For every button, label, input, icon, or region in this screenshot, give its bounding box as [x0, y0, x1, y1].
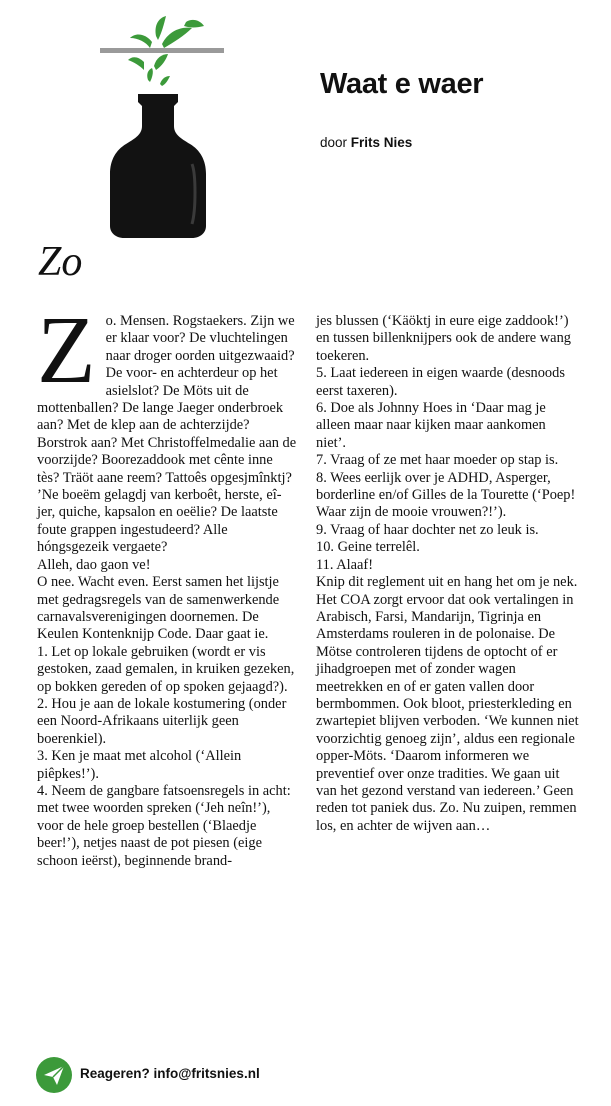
paragraph-closing: Knip dit reglement uit en hang het om je nek. Het COA zorgt ervoor dat ook vertalingen in Arabisch, Farsi, Mandarijn, Tigrinja en Amsterdams rouleren in de polonaise. De Mötse controleren tijdens de optocht of er jihadgroepen met of zonder wagen meetrekken en of er gaten vallen door bermbommen. Ook bloot, priesterkleding en zwartepiet blijven verboden. ‘We kunnen niet voorzichtig genoeg zijn’, aldus een regionale opper-Möts. ‘Daarom informeren we preventief over onze tradities. We gaan uit van het gezond verstand van iedereen.’ Geen reden tot paniek dus. Zo. Nu zuipen, remmen los, en achter de wijven aan…	[316, 574, 579, 834]
rule-item: 2. Hou je aan de lokale kostumering (onder een Noord-Afrikaans uiterlijk geen boerenkiel).	[37, 695, 287, 747]
byline	[320, 135, 412, 150]
rule-item: 9. Vraag of haar dochter net zo leuk is.	[316, 521, 539, 538]
paragraph-intro: o. Mensen. Rogstaekers. Zijn we er klaar voor? De vluchtelingen naar droger oorden uitgezwaaid? De voor- en achterdeur op het asielslot? De Möts uit de mottenballen? De lange Jaeger onderbroek aan? Met de klep aan de achterzijde? Borstrok aan? Met Christoffelmedalie aan de voorzijde? Boorezaddook met cênte inne tès? Träöt aane reem? Tattoês opgesjmînktj? ’Ne boeëm gelagdj van kerboêt, herste, eî-jer, quiche, kapsalon en oeëlie? De laatste foute grappen ingestudeerd? Alle hóngsgezeik vergaete?	[37, 313, 297, 556]
rule-item: 8. Wees eerlijk over je ADHD, Asperger, borderline en/of Gilles de la Tourette (‘Poep! Waar zijn de mooie vrouwen?!’).	[316, 469, 576, 521]
shelf-line	[100, 48, 224, 53]
paragraph: Alleh, dao gaon ve!	[37, 556, 151, 573]
column-title: Waat e waer	[320, 68, 484, 100]
rule-item: 10. Geine terrelêl.	[316, 539, 420, 556]
rule-item: 4. Neem de gangbare fatsoensregels in acht: met twee woorden spreken (‘Jeh neîn!’), voor de hele groep bestellen (‘Blaedje beer!’), netjes naast de pot piesen (eige schoon ieërst), beginnende brand-	[37, 782, 291, 869]
rule-item: 5. Laat iedereen in eigen waarde (desnoods eerst taxeren).	[316, 365, 565, 399]
drop-cap: Z	[37, 296, 96, 403]
article-title: Zo	[38, 239, 83, 285]
paragraph: jes blussen (‘Käöktj in eure eige zaddook!’) en tussen billenknijpers ook de andere wang toekeren.	[316, 313, 571, 364]
rule-item: 1. Let op lokale gebruiken (wordt er vis gestoken, zaad gemalen, in kruiken gezeken, op bokken gereden of op spoken gejaagd?).	[37, 643, 295, 695]
article-column-right	[316, 313, 579, 835]
bottle-logo	[96, 14, 226, 238]
paragraph: O nee. Wacht even. Eerst samen het lijstje met gedragsregels van de samenwerkende carnavalsverenigingen doornemen. De Keulen Kontenknijp Code. Daar gaat ie.	[37, 574, 280, 643]
rule-item: 6. Doe als Johnny Hoes in ‘Daar mag je alleen maar naar kijken maar aankomen niet’.	[316, 400, 546, 451]
byline-prefix: door	[320, 135, 348, 150]
rule-item: 3. Ken je maat met alcohol (‘Allein piêpkes!’).	[37, 748, 242, 782]
contact-email-link[interactable]: Reageren? info@fritsnies.nl	[80, 1066, 260, 1081]
rule-item: 7. Vraag of ze met haar moeder op stap is.	[316, 452, 559, 469]
article-column-left	[37, 296, 297, 870]
rule-item: 11. Alaaf!	[316, 556, 374, 573]
byline-author: Frits Nies	[350, 135, 413, 150]
paper-plane-icon	[36, 1057, 72, 1093]
